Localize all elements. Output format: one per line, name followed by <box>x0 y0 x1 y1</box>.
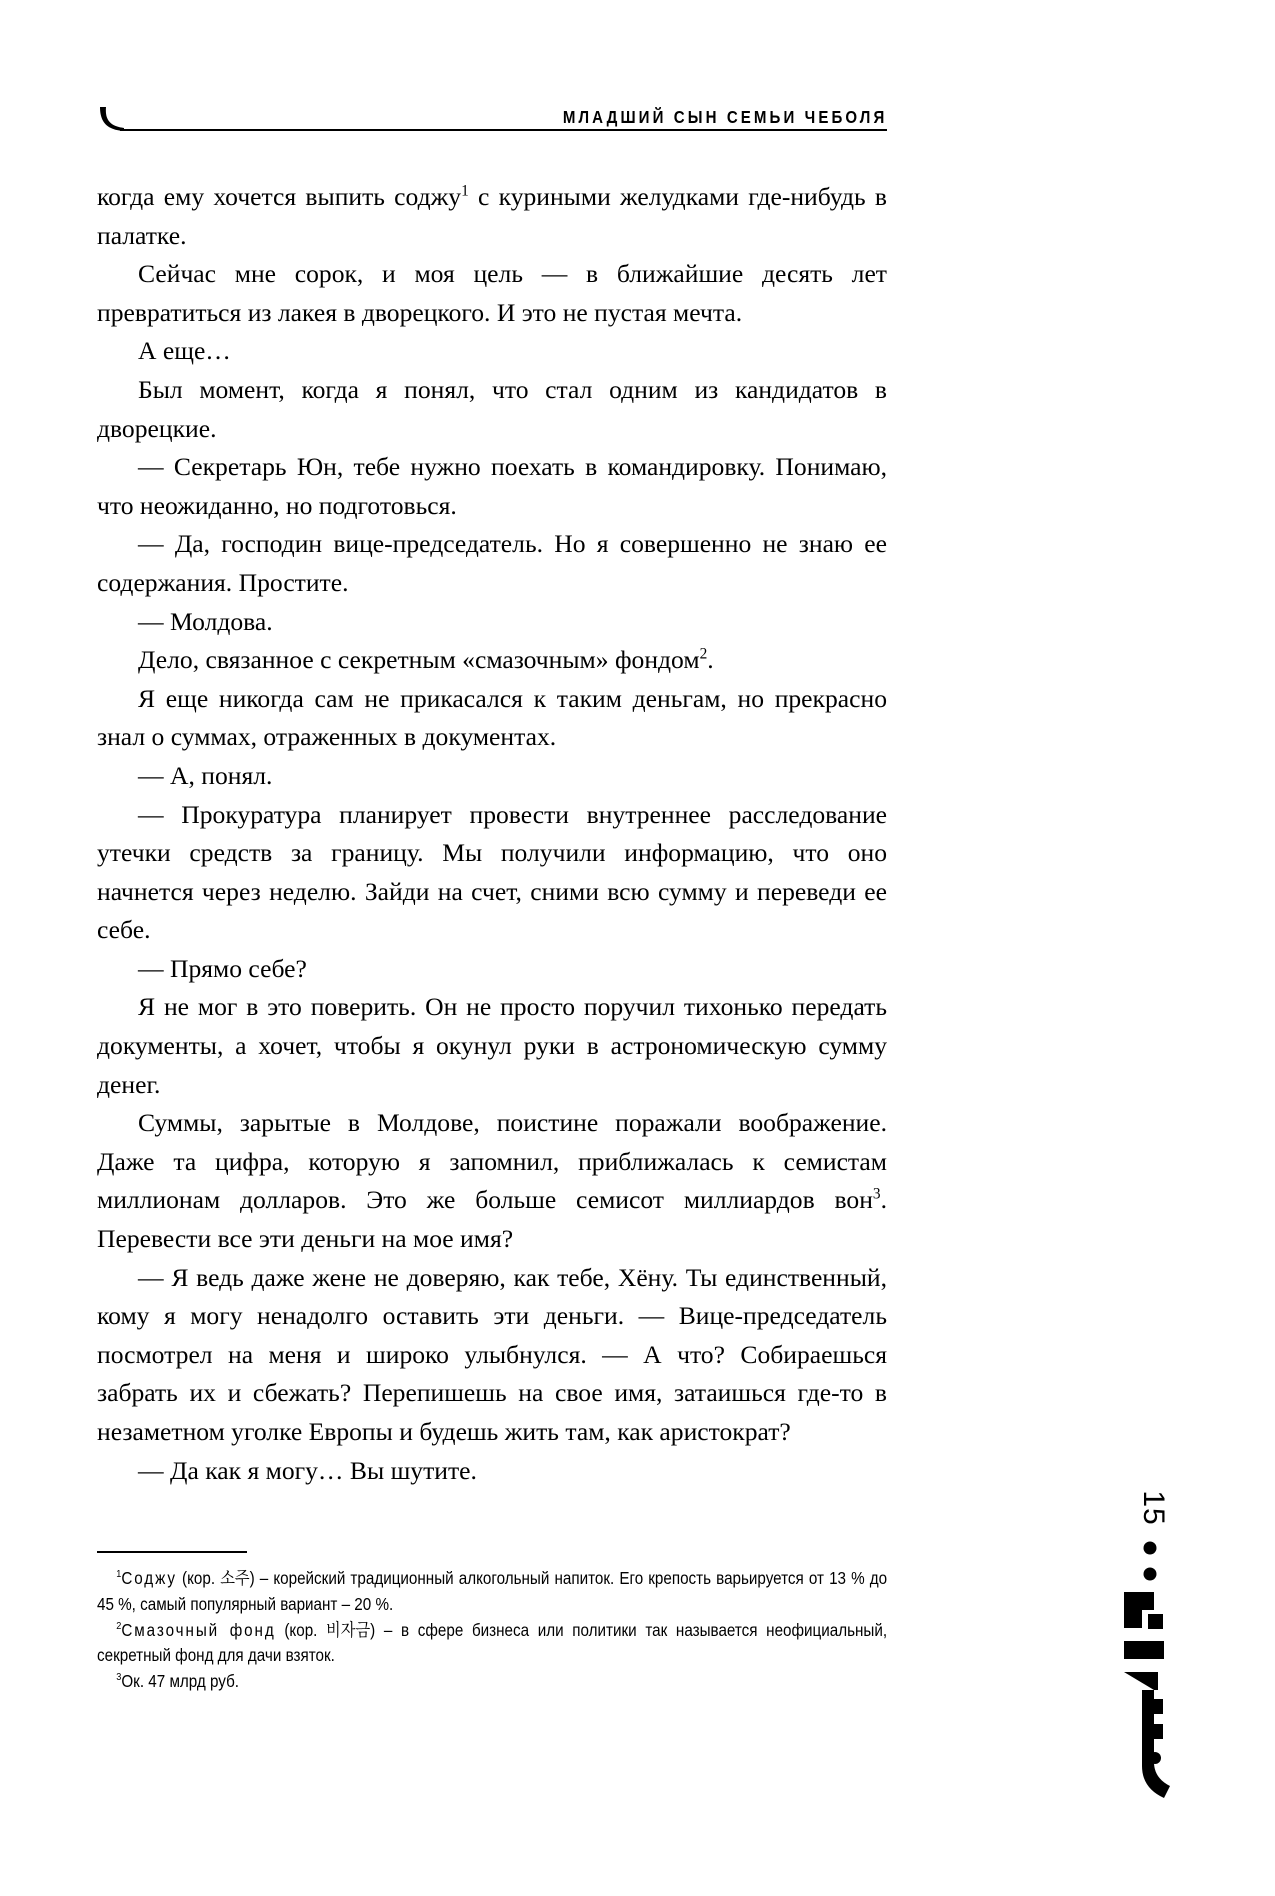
body-paragraph: — Я ведь даже жене не доверяю, как тебе, Хёну. Ты единственный, кому я могу ненадолго оставить эти деньги. — Вице-председатель посмотрел на меня и широко улыбнулся. — А что? Собираешься забрать их и сбежать? Перепишешь на свое имя, затаишься где-то в незаметном уголке Европы и будешь жить там, как аристократ? <box>97 1262 887 1446</box>
footnote-item: $^3$Ок. 47 млрд руб. <box>116 1671 240 1692</box>
body-paragraph: когда ему хочется выпить соджу$^1$ с куриными желудками где-нибудь в палатке. <box>97 182 887 250</box>
folio-ornament-icon <box>1108 1536 1188 1816</box>
footnote-block <box>97 1551 887 1695</box>
body-paragraph: Был момент, когда я понял, что стал одним из кандидатов в дворецкие. <box>97 374 887 443</box>
footnote-separator-rule <box>97 1551 247 1553</box>
running-head-title: МЛАДШИЙ СЫН СЕМЬИ ЧЕБОЛЯ <box>562 106 887 127</box>
folio <box>1108 1488 1188 1818</box>
body-paragraph: Сейчас мне сорок, и моя цель — в ближайшие десять лет превратиться из лакея в дворецкого. И это не пустая мечта. <box>97 259 887 327</box>
header-rule <box>120 129 887 131</box>
body-paragraph: Суммы, зарытые в Молдове, поистине поражали воображение. Даже та цифра, которую я запомнил, приближалась к семистам миллионам долларов. Это же больше семисот миллиардов вон$^3$. Перевести все эти деньги на мое имя? <box>97 1108 887 1254</box>
running-head <box>97 96 887 140</box>
body-paragraph: — А, понял. <box>138 760 273 790</box>
body-paragraph: — Да как я могу… Вы шутите. <box>138 1455 477 1485</box>
page-number: 15 <box>1137 1490 1170 1526</box>
body-text-column <box>97 178 887 1490</box>
body-paragraph: Я еще никогда сам не прикасался к таким деньгам, но прекрасно знал о суммах, отраженных в документах. <box>97 683 887 752</box>
body-paragraph: Я не мог в это поверить. Он не просто поручил тихонько передать документы, а хочет, чтобы я окунул руки в астрономическую сумму денег. <box>97 992 887 1099</box>
body-paragraph: Дело, связанное с секретным «смазочным» фондом$^2$. <box>138 645 714 675</box>
footnote-item: $^1$Соджу (кор. 소주) – корейский традиционный алкогольный напиток. Его крепость варьируется от 13 % до 45 %, самый популярный вариант – 20 %. <box>97 1568 888 1614</box>
body-paragraph: — Молдова. <box>138 606 273 636</box>
body-paragraph: А еще… <box>138 336 231 366</box>
body-paragraph: — Да, господин вице-председатель. Но я совершенно не знаю ее содержания. Простите. <box>97 529 887 597</box>
body-paragraph: — Прямо себе? <box>138 953 307 983</box>
footnote-item: $^2$Смазочный фонд (кор. 비자금) – в сфере бизнеса или политики так называется неофициальный, секретный фонд для дачи взяток. <box>97 1619 888 1666</box>
footnote-list <box>97 1566 887 1695</box>
body-paragraph: — Прокуратура планирует провести внутреннее расследование утечки средств за границу. Мы получили информацию, что оно начнется через неделю. Зайди на счет, сними всю сумму и переведи ее себе. <box>97 799 887 945</box>
body-paragraph: — Секретарь Юн, тебе нужно поехать в командировку. Понимаю, что неожиданно, но подготовься. <box>97 452 887 520</box>
